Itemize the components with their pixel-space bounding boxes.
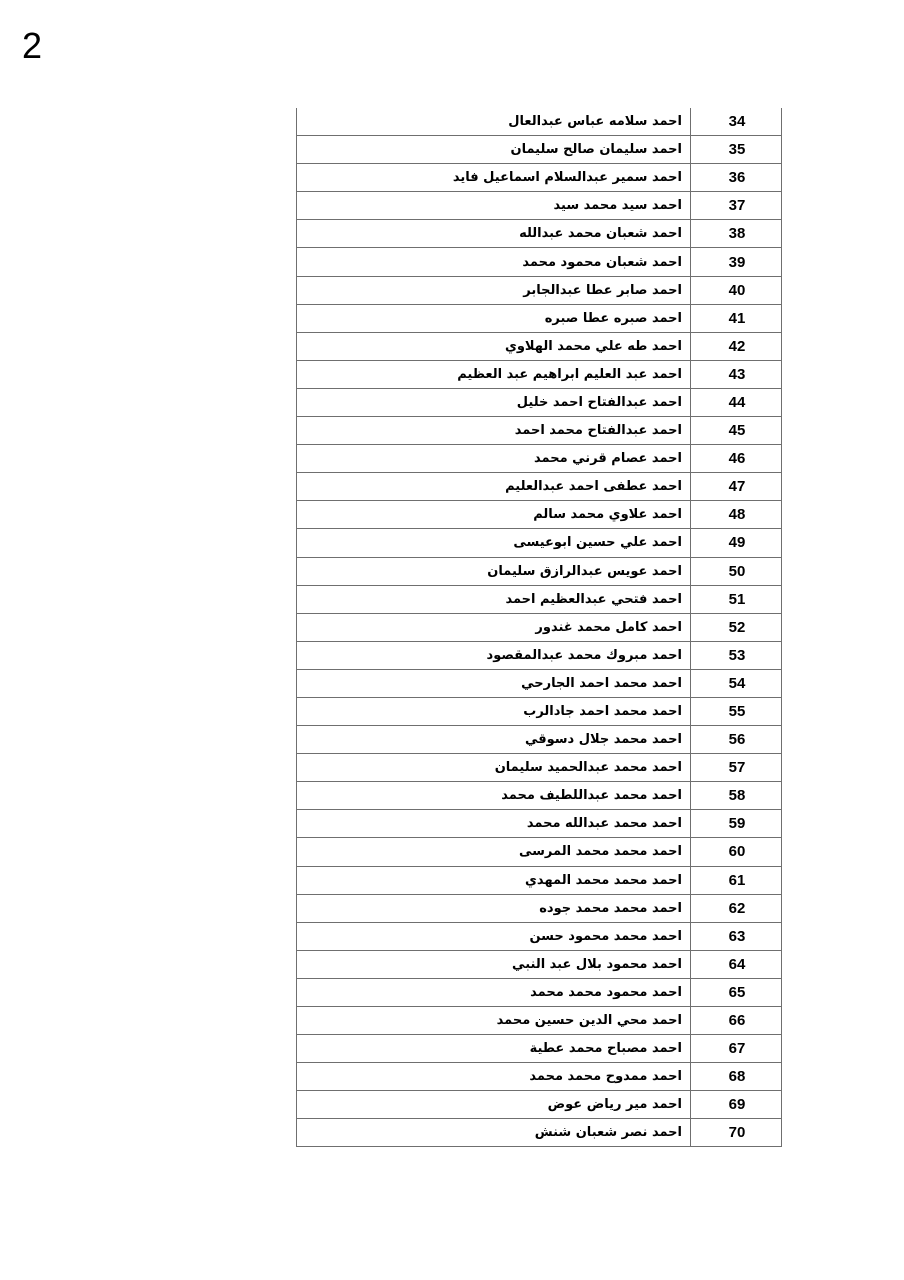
name-cell: احمد علي حسين ابوعيسى xyxy=(297,529,691,557)
number-cell: 59 xyxy=(691,810,782,838)
name-cell: احمد محمد احمد جادالرب xyxy=(297,697,691,725)
table-row xyxy=(297,1063,782,1091)
number-cell: 50 xyxy=(691,557,782,585)
name-cell: احمد علاوي محمد سالم xyxy=(297,501,691,529)
table-row xyxy=(297,220,782,248)
number-cell: 60 xyxy=(691,838,782,866)
table-row xyxy=(297,669,782,697)
name-cell: احمد محمد محمود حسن xyxy=(297,922,691,950)
table-row xyxy=(297,641,782,669)
name-cell: احمد محمد محمد المهدي xyxy=(297,866,691,894)
table-row xyxy=(297,360,782,388)
name-cell: احمد شعبان محمد عبدالله xyxy=(297,220,691,248)
table-row xyxy=(297,866,782,894)
name-cell: احمد عصام قرني محمد xyxy=(297,445,691,473)
name-cell: احمد ممدوح محمد محمد xyxy=(297,1063,691,1091)
number-cell: 46 xyxy=(691,445,782,473)
table-row xyxy=(297,978,782,1006)
number-cell: 45 xyxy=(691,417,782,445)
table-row xyxy=(297,388,782,416)
name-cell: احمد كامل محمد غندور xyxy=(297,613,691,641)
name-cell: احمد صبره عطا صبره xyxy=(297,304,691,332)
table-row xyxy=(297,754,782,782)
name-cell: احمد طه علي محمد الهلاوي xyxy=(297,332,691,360)
table-row xyxy=(297,613,782,641)
number-cell: 61 xyxy=(691,866,782,894)
name-cell: احمد محمود بلال عبد النبي xyxy=(297,950,691,978)
name-cell: احمد سمير عبدالسلام اسماعيل فايد xyxy=(297,164,691,192)
number-cell: 55 xyxy=(691,697,782,725)
name-cell: احمد عبدالفتاح محمد احمد xyxy=(297,417,691,445)
table-row xyxy=(297,810,782,838)
number-cell: 69 xyxy=(691,1091,782,1119)
number-cell: 47 xyxy=(691,473,782,501)
table-row xyxy=(297,501,782,529)
number-cell: 62 xyxy=(691,894,782,922)
name-cell: احمد نصر شعبان شنش xyxy=(297,1119,691,1147)
number-cell: 52 xyxy=(691,613,782,641)
table-row xyxy=(297,276,782,304)
table-row xyxy=(297,838,782,866)
page-number: 2 xyxy=(22,25,43,66)
number-cell: 56 xyxy=(691,726,782,754)
table-row xyxy=(297,782,782,810)
number-cell: 39 xyxy=(691,248,782,276)
name-cell: احمد محمد جلال دسوقي xyxy=(297,726,691,754)
name-cell: احمد سيد محمد سيد xyxy=(297,192,691,220)
number-cell: 58 xyxy=(691,782,782,810)
name-cell: احمد مير رياض عوض xyxy=(297,1091,691,1119)
number-cell: 49 xyxy=(691,529,782,557)
number-cell: 54 xyxy=(691,669,782,697)
name-cell: احمد محمد احمد الجارحي xyxy=(297,669,691,697)
table-row xyxy=(297,445,782,473)
number-cell: 48 xyxy=(691,501,782,529)
table-row xyxy=(297,248,782,276)
names-table-body xyxy=(297,108,782,1147)
number-cell: 63 xyxy=(691,922,782,950)
name-cell: احمد سليمان صالح سليمان xyxy=(297,136,691,164)
number-cell: 65 xyxy=(691,978,782,1006)
number-cell: 37 xyxy=(691,192,782,220)
table-row xyxy=(297,1007,782,1035)
table-row xyxy=(297,726,782,754)
table-row xyxy=(297,417,782,445)
name-cell: احمد عبدالفتاح احمد خليل xyxy=(297,388,691,416)
name-cell: احمد مبروك محمد عبدالمقصود xyxy=(297,641,691,669)
number-cell: 51 xyxy=(691,585,782,613)
name-cell: احمد سلامه عباس عبدالعال xyxy=(297,108,691,136)
table-row xyxy=(297,332,782,360)
name-cell: احمد صابر عطا عبدالجابر xyxy=(297,276,691,304)
number-cell: 67 xyxy=(691,1035,782,1063)
name-cell: احمد محمد محمد المرسى xyxy=(297,838,691,866)
name-cell: احمد محمد عبداللطيف محمد xyxy=(297,782,691,810)
table-row xyxy=(297,950,782,978)
names-table xyxy=(296,108,782,1147)
number-cell: 68 xyxy=(691,1063,782,1091)
number-cell: 44 xyxy=(691,388,782,416)
name-cell: احمد محمد عبدالحميد سليمان xyxy=(297,754,691,782)
number-cell: 40 xyxy=(691,276,782,304)
table-row xyxy=(297,1091,782,1119)
number-cell: 36 xyxy=(691,164,782,192)
name-cell: احمد مصباح محمد عطية xyxy=(297,1035,691,1063)
name-cell: احمد فتحي عبدالعظيم احمد xyxy=(297,585,691,613)
table-row xyxy=(297,136,782,164)
number-cell: 70 xyxy=(691,1119,782,1147)
number-cell: 34 xyxy=(691,108,782,136)
table-row xyxy=(297,192,782,220)
number-cell: 35 xyxy=(691,136,782,164)
table-row xyxy=(297,557,782,585)
number-cell: 43 xyxy=(691,360,782,388)
table-row xyxy=(297,922,782,950)
number-cell: 66 xyxy=(691,1007,782,1035)
name-cell: احمد عطفى احمد عبدالعليم xyxy=(297,473,691,501)
number-cell: 53 xyxy=(691,641,782,669)
table-row xyxy=(297,894,782,922)
name-cell: احمد محي الدين حسين محمد xyxy=(297,1007,691,1035)
table-row xyxy=(297,697,782,725)
number-cell: 57 xyxy=(691,754,782,782)
name-cell: احمد محمد عبدالله محمد xyxy=(297,810,691,838)
table-row xyxy=(297,304,782,332)
table-row xyxy=(297,164,782,192)
name-cell: احمد شعبان محمود محمد xyxy=(297,248,691,276)
number-cell: 41 xyxy=(691,304,782,332)
table-row xyxy=(297,1119,782,1147)
name-cell: احمد محمود محمد محمد xyxy=(297,978,691,1006)
table-row xyxy=(297,1035,782,1063)
number-cell: 64 xyxy=(691,950,782,978)
table-row xyxy=(297,473,782,501)
number-cell: 38 xyxy=(691,220,782,248)
table-row xyxy=(297,585,782,613)
number-cell: 42 xyxy=(691,332,782,360)
name-cell: احمد محمد محمد جوده xyxy=(297,894,691,922)
name-cell: احمد عويس عبدالرازق سليمان xyxy=(297,557,691,585)
table-row xyxy=(297,108,782,136)
name-cell: احمد عبد العليم ابراهيم عبد العظيم xyxy=(297,360,691,388)
table-row xyxy=(297,529,782,557)
